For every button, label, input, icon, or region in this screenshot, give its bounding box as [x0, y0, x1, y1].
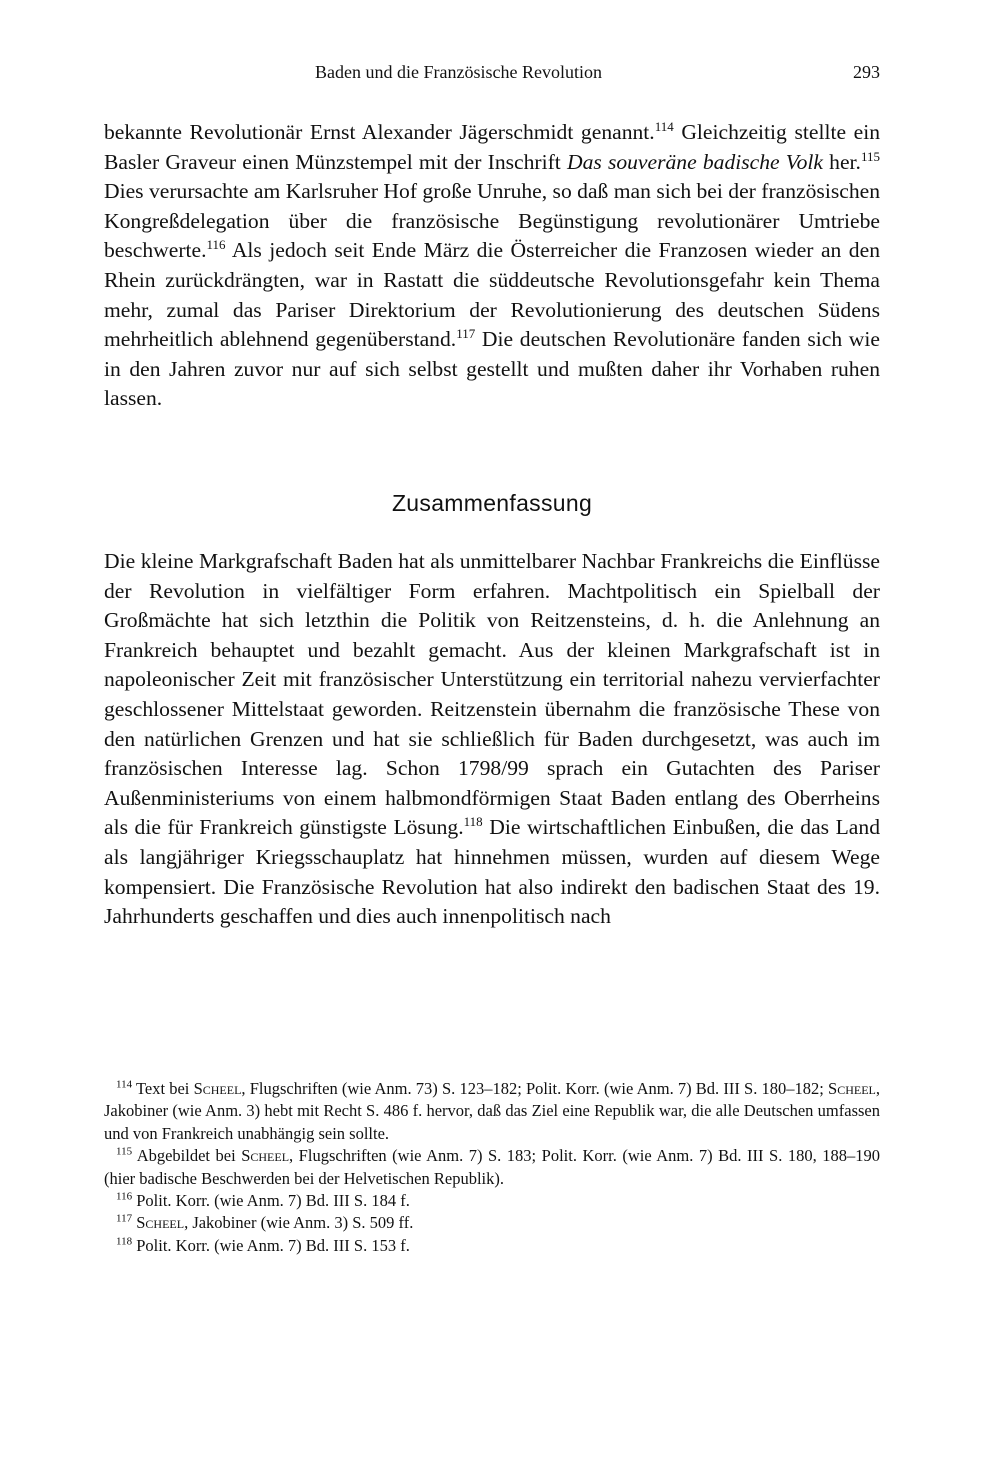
footnote — [104, 1212, 880, 1234]
author-name: Scheel — [828, 1079, 876, 1098]
footnote — [104, 1078, 880, 1145]
page-number: 293 — [853, 62, 880, 82]
text-span: Als jedoch seit Ende März die Österreicher die Franzosen wieder an den Rhein zurückdrängten, war in Rastatt die süddeutsche Revolutionsgefahr kein Thema mehr, zumal das Pariser Direktorium der Revolutionierung des deutschen Südens mehrheitlich ablehnend gegenüberstand. — [104, 238, 880, 352]
footnote-ref[interactable]: 118 — [463, 814, 483, 830]
text-span: Polit. Korr. (wie Anm. 7) Bd. III S. 184 f. — [132, 1191, 410, 1211]
footnote-ref[interactable]: 116 — [206, 237, 226, 253]
footnotes — [104, 1078, 880, 1257]
footnote — [104, 1145, 880, 1190]
footnote-number: 114 — [116, 1078, 133, 1091]
text-span: Gleichzeitig stellte ein Basler Graveur einen Münzstempel mit der Inschrift — [104, 120, 881, 174]
footnote-ref[interactable]: 114 — [654, 118, 674, 134]
footnote-ref[interactable]: 115 — [860, 148, 880, 164]
section-heading: Zusammenfassung — [391, 490, 593, 516]
text-span: Die kleine Markgrafschaft Baden hat als unmittelbarer Nachbar Frankreichs die Einflüsse der Revolution in vielfältiger Form erfahren. Machtpolitisch ein Spielball der Großmächte hat sich letzthin die Politik von Reitzensteins, d. h. die Anlehnung an Frankreich behauptet und bezahlt gemacht. Aus der kleinen Markgrafschaft ist in napoleonischer Zeit mit französischer Unterstützung ein territorial nahezu vervierfachter geschlossener Mittelstaat geworden. Reitzenstein übernahm die französische These von den natürlichen Grenzen und hat sie schließlich für Baden durchgesetzt, was auch im französischen Interesse lag. Schon 1798/99 sprach ein Gutachten des Pariser Außenministeriums von einem halbmondförmigen Staat Baden entlang des Oberrheins als die für Frankreich günstigste Lösung. — [104, 549, 880, 840]
footnote — [104, 1235, 880, 1257]
footnote-ref[interactable]: 117 — [456, 325, 476, 341]
text-span: Text bei — [132, 1079, 194, 1098]
text-span: Polit. Korr. (wie Anm. 7) Bd. III S. 153 f. — [132, 1235, 410, 1255]
body-paragraph — [104, 118, 880, 414]
text-span: , Flugschriften (wie Anm. 73) S. 123–182; Polit. Korr. (wie Anm. 7) Bd. III S. 180–182; — [241, 1079, 829, 1098]
text-span: , Jakobiner (wie Anm. 3) hebt mit Recht S. 486 f. hervor, daß das Ziel eine Republik war, die alle Deutschen umfassen und von Frankreich unabhängig sein sollte. — [104, 1079, 880, 1143]
text-span: , Jakobiner (wie Anm. 3) S. 509 ff. — [184, 1213, 414, 1233]
running-header — [315, 62, 880, 92]
author-name: Scheel — [136, 1213, 185, 1233]
text-span: Die wirtschaftlichen Einbußen, die das Land als langjähriger Kriegsschauplatz hat hinnehmen müssen, wurden auf diesem Wege kompensiert. Die Französische Revolution hat also indirekt den badischen Staat des 19. Jahrhunderts geschaffen und dies auch innenpolitisch nach — [104, 815, 880, 929]
footnote-number: 116 — [116, 1190, 133, 1203]
text-span: her. — [822, 149, 861, 174]
author-name: Scheel — [193, 1079, 242, 1098]
footnote — [104, 1190, 880, 1212]
author-name: Scheel — [241, 1146, 290, 1166]
text-span: Abgebildet bei — [132, 1146, 242, 1166]
body-paragraph — [104, 547, 880, 932]
footnote-number: 115 — [116, 1145, 133, 1158]
text-span: Dies verursachte am Karlsruher Hof große Unruhe, so daß man sich bei der französischen Kongreßdelegation über die französische Begünstigung revolutionärer Umtriebe beschwerte. — [104, 179, 880, 263]
text-span: Die deutschen Revolutionäre fanden sich wie in den Jahren zuvor nur auf sich selbst gestellt und mußten daher ihr Vorhaben ruhen lassen. — [104, 327, 880, 411]
text-span: bekannte Revolutionär Ernst Alexander Jägerschmidt genannt. — [104, 120, 655, 144]
footnote-number: 118 — [116, 1235, 133, 1248]
footnote-number: 117 — [116, 1212, 133, 1225]
text-span: , Flugschriften (wie Anm. 7) S. 183; Polit. Korr. (wie Anm. 7) Bd. III S. 180, 188–190 (hier badische Beschwerden bei der Helvetischen Republik). — [104, 1146, 880, 1188]
running-title: Baden und die Französische Revolution — [315, 62, 602, 82]
italic-text: Das souveräne badische Volk — [566, 149, 823, 174]
